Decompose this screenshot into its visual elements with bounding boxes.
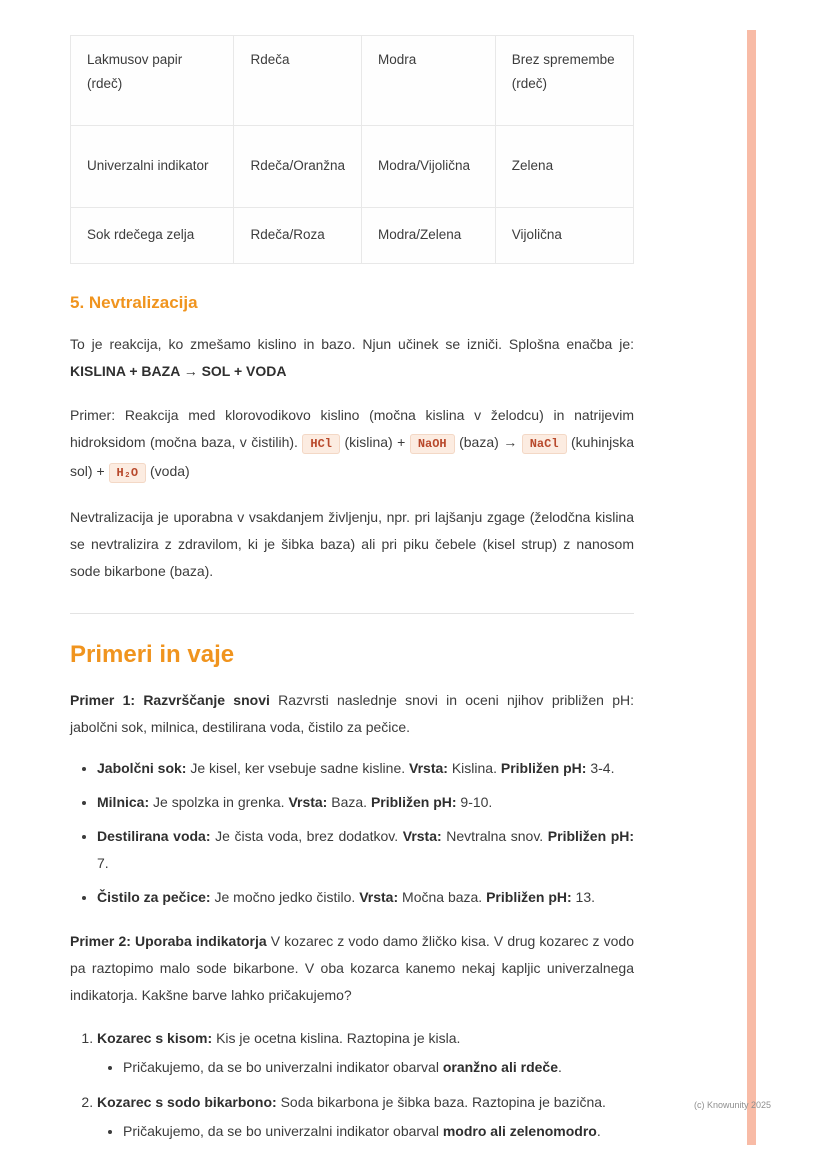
paragraph-neutralization-usage: Nevtralizacija je uporabna v vsakdanjem življenju, npr. pri lajšanju zgage (želodčna kislina se nevtralizira z zdravilom, ki je šibka baza) ali pri piku čebele (kisel strup) z nanosom sode bikarbone (baza). xyxy=(70,509,634,579)
item-text: Je čista voda, brez dodatkov. xyxy=(215,828,399,844)
example-text-segment: (baza) → xyxy=(459,434,518,450)
table-cell: Vijolična xyxy=(495,208,633,264)
primer-1-title: Primer 1: Razvrščanje snovi xyxy=(70,692,270,708)
table-cell: Univerzalni indikator xyxy=(71,126,234,208)
sub-item-bold: oranžno ali rdeče xyxy=(442,1059,558,1075)
paragraph-primer-2 xyxy=(70,928,634,1009)
primer-2-title: Primer 2: Uporaba indikatorja xyxy=(70,933,267,949)
item-text: Je spolzka in grenka. xyxy=(153,794,285,810)
paragraph-neutralization-example xyxy=(70,402,634,487)
ordered-item-term: Kozarec s kisom: xyxy=(97,1030,213,1046)
paragraph-primer-1 xyxy=(70,687,634,741)
example-text-segment: (kuhinjska sol) + xyxy=(70,434,635,479)
table-row xyxy=(71,126,634,208)
copyright-note: (c) Knowunity 2025 xyxy=(694,1100,772,1110)
list-item-milnica xyxy=(97,789,634,816)
ordered-item-term: Kozarec s sodo bikarbono: xyxy=(97,1094,277,1110)
example-lead-text: Primer: Reakcija med klorovodikovo kislino (močna kislina v želodcu) in natrijevim hidroksidom (močna baza, v čistilih). xyxy=(70,407,634,450)
page-edge-stripe xyxy=(747,30,756,1145)
list-item-cistilo-za-pecice xyxy=(97,884,634,911)
table-cell: Sok rdečega zelja xyxy=(71,208,234,264)
table-cell: Modra/Vijolična xyxy=(362,126,496,208)
code-chip-hcl: HCl xyxy=(302,434,340,454)
item-text: Je kisel, ker vsebuje sadne kisline. xyxy=(190,760,406,776)
item-term: Vrsta: xyxy=(402,828,442,844)
table-row xyxy=(71,36,634,126)
item-term: Približen pH: xyxy=(486,889,572,905)
intro-text: To je reakcija, ko zmešamo kislino in bazo. Njun učinek se izniči. Splošna enačba je: xyxy=(70,336,634,352)
expected-color-sublist xyxy=(97,1054,634,1081)
document-content xyxy=(70,0,634,1153)
table-cell: Zelena xyxy=(495,126,633,208)
table-cell: Rdeča/Roza xyxy=(234,208,362,264)
item-text: Nevtralna snov. xyxy=(446,828,544,844)
paragraph-neutralization-intro xyxy=(70,331,634,385)
sub-item-period: . xyxy=(596,1123,601,1139)
item-text: 13. xyxy=(575,889,596,905)
item-term: Približen pH: xyxy=(547,828,635,844)
item-text: Je močno jedko čistilo. xyxy=(214,889,356,905)
list-item-jabolcni-sok xyxy=(97,755,634,782)
substance-list xyxy=(70,755,634,911)
item-term: Destilirana voda: xyxy=(97,828,211,844)
item-term: Milnica: xyxy=(97,794,150,810)
section-divider xyxy=(70,613,634,614)
item-term: Vrsta: xyxy=(288,794,328,810)
primer-2-text: V kozarec z vodo damo žličko kisa. V drug kozarec z vodo pa raztopimo malo sode bikarbone. V oba kozarca kanemo nekaj kapljic univerzalnega indikatorja. Kakšne barve lahko pričakujemo? xyxy=(70,933,634,1003)
item-term: Vrsta: xyxy=(359,889,399,905)
table-cell: Modra/Zelena xyxy=(362,208,496,264)
section-heading-primeri-in-vaje: Primeri in vaje xyxy=(70,641,235,668)
equation-text: KISLINA + BAZA → SOL + VODA xyxy=(70,363,287,379)
sub-item-text: Pričakujemo, da se bo univerzalni indikator obarval xyxy=(123,1059,439,1075)
example-text-segment: (kislina) + xyxy=(344,434,406,450)
sub-item-bold: modro ali zelenomodro xyxy=(442,1123,597,1139)
sub-list-item xyxy=(123,1054,634,1081)
ordered-item-text: Soda bikarbona je šibka baza. Raztopina je bazična. xyxy=(280,1094,606,1110)
item-text: 7. xyxy=(97,855,109,871)
table-row xyxy=(71,208,634,264)
code-chip-h2o: H₂O xyxy=(109,463,147,483)
example-text-segment: (voda) xyxy=(150,463,190,479)
glass-experiment-list xyxy=(70,1025,634,1145)
item-term: Približen pH: xyxy=(500,760,587,776)
ordered-item-text: Kis je ocetna kislina. Raztopina je kisla. xyxy=(216,1030,461,1046)
item-term: Čistilo za pečice: xyxy=(97,889,211,905)
code-chip-nacl: NaCl xyxy=(522,434,567,454)
primer-1-text: Razvrsti naslednje snovi in oceni njihov približen pH: jabolčni sok, milnica, destilirana voda, čistilo za pečice. xyxy=(70,692,635,735)
table-cell: Rdeča xyxy=(234,36,362,126)
item-text: Močna baza. xyxy=(402,889,483,905)
list-item-destilirana-voda xyxy=(97,823,634,877)
expected-color-sublist xyxy=(97,1118,634,1145)
section-heading-nevtralizacija: 5. Nevtralizacija xyxy=(70,293,198,312)
table-cell: Rdeča/Oranžna xyxy=(234,126,362,208)
item-text: 3-4. xyxy=(590,760,615,776)
table-cell: Lakmusov papir (rdeč) xyxy=(71,36,234,126)
sub-list-item xyxy=(123,1118,634,1145)
item-text: Kislina. xyxy=(451,760,497,776)
ordered-item-kozarec-s-sodo xyxy=(97,1089,634,1145)
code-chip-naoh: NaOH xyxy=(410,434,455,454)
item-term: Jabolčni sok: xyxy=(97,760,187,776)
item-text: 9-10. xyxy=(460,794,493,810)
indicator-table xyxy=(70,35,634,264)
item-term: Približen pH: xyxy=(370,794,457,810)
sub-item-text: Pričakujemo, da se bo univerzalni indikator obarval xyxy=(123,1123,439,1139)
table-cell: Modra xyxy=(362,36,496,126)
item-term: Vrsta: xyxy=(409,760,448,776)
sub-item-period: . xyxy=(558,1059,562,1075)
item-text: Baza. xyxy=(331,794,368,810)
ordered-item-kozarec-s-kisom xyxy=(97,1025,634,1081)
table-cell: Brez spremembe (rdeč) xyxy=(495,36,633,126)
